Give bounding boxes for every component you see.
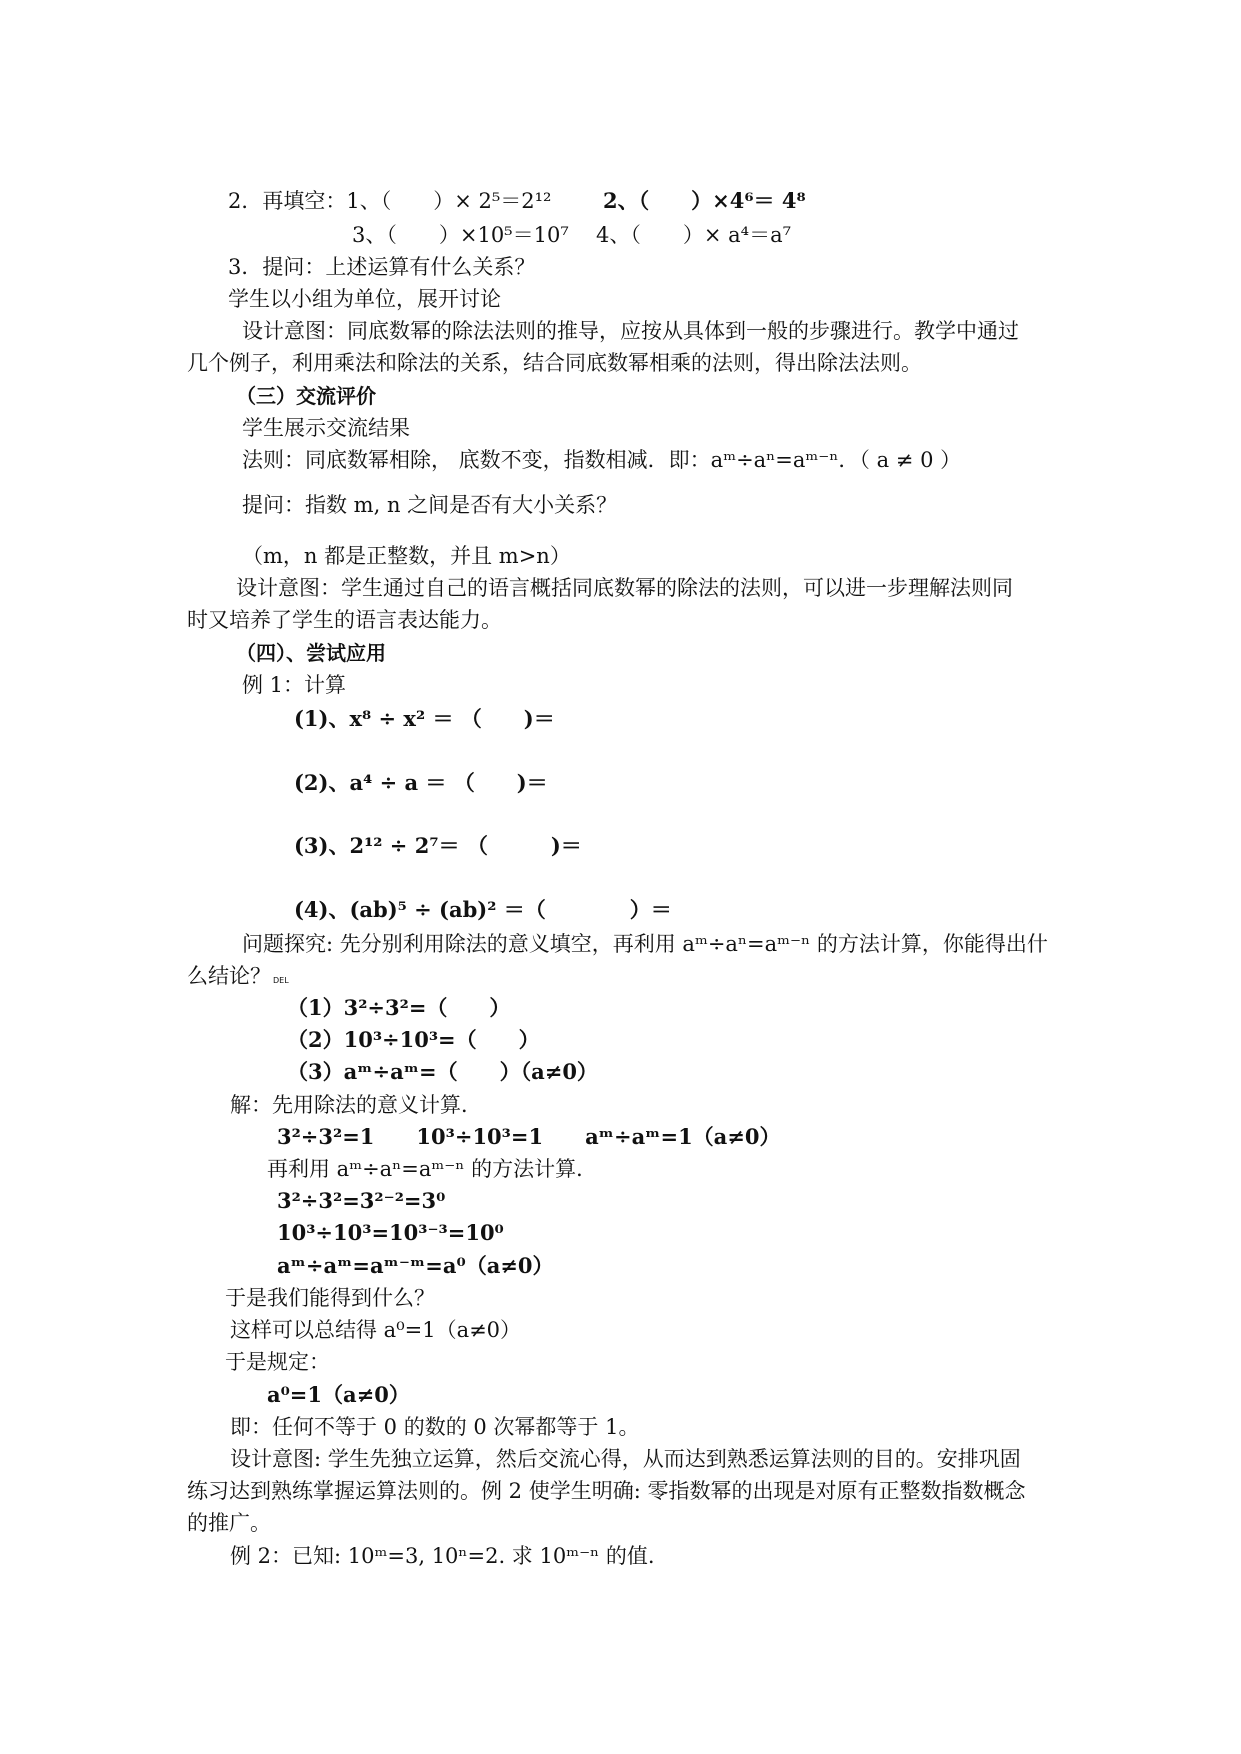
question-exponents: 提问：指数 m, n 之间是否有大小关系？	[242, 493, 618, 517]
example-1-item-1: (1)、x⁸ ÷ x² ＝ （ )＝	[294, 706, 555, 731]
design-intent-1-line-2: 几个例子，利用乘法和除法的关系，结合同底数幂相乘的法则，得出除法法则。	[187, 351, 922, 375]
design-intent-3-line-2: 练习达到熟练掌握运算法则的。例 2 使学生明确: 零指数幂的出现是对原有正整数指数概念	[187, 1479, 1026, 1503]
division-rule: 法则：同底数幂相除， 底数不变，指数相减．即：aᵐ÷aⁿ=aᵐ⁻ⁿ．（ a ≠ 0 ）	[242, 448, 962, 472]
explore-item-1: （1）3²÷3²=（ ）	[287, 995, 511, 1020]
group-discussion-text: 学生以小组为单位，展开讨论	[228, 287, 501, 311]
solution-line-1: 3²÷3²=1 10³÷10³=1 aᵐ÷aᵐ=1（a≠0）	[277, 1124, 781, 1149]
design-intent-2-line-2: 时又培养了学生的语言表达能力。	[187, 608, 502, 632]
solution-line-3: 3²÷3²=3²⁻²=3⁰	[277, 1188, 446, 1213]
problem-explore-text: 么结论？	[187, 964, 271, 988]
design-intent-1-line-1: 设计意图：同底数幂的除法法则的推导，应按从具体到一般的步骤进行。教学中通过	[242, 319, 1019, 343]
zero-exponent-explanation: 即：任何不等于 0 的数的 0 次幂都等于 1。	[230, 1415, 640, 1439]
design-intent-2-line-1: 设计意图：学生通过自己的语言概括同底数幂的除法的法则，可以进一步理解法则同	[236, 576, 1013, 600]
problem-explore-line-1: 问题探究: 先分别利用除法的意义填空，再利用 aᵐ÷aⁿ=aᵐ⁻ⁿ 的方法计算，你能得出什	[242, 932, 1048, 956]
solution-line-5: aᵐ÷aᵐ=aᵐ⁻ᵐ=a⁰（a≠0）	[277, 1253, 554, 1278]
rule-stipulation: 于是规定：	[225, 1350, 330, 1374]
zero-exponent-rule: a⁰=1（a≠0）	[267, 1382, 410, 1407]
summary-line: 这样可以总结得 a⁰=1（a≠0）	[230, 1318, 522, 1342]
example-1-item-3: (3)、2¹² ÷ 2⁷＝ （ )＝	[294, 833, 582, 858]
explore-item-2: （2）10³÷10³=（ ）	[287, 1027, 540, 1052]
students-present-text: 学生展示交流结果	[242, 416, 410, 440]
question-3: 3．提问：上述运算有什么关系？	[228, 255, 536, 279]
example-1-label: 例 1：计算	[242, 673, 347, 697]
solution-line-2: 再利用 aᵐ÷aⁿ=aᵐ⁻ⁿ 的方法计算．	[267, 1157, 598, 1181]
design-intent-3-line-3: 的推广。	[187, 1511, 271, 1535]
fill-blank-line-1a: 2．再填空：1、（ ）× 2⁵＝2¹²	[228, 189, 552, 213]
design-intent-3-line-1: 设计意图: 学生先独立运算，然后交流心得，从而达到熟悉运算法则的目的。安排巩固	[230, 1447, 1021, 1471]
fill-blank-line-2b: 4、（ ）× a⁴＝a⁷	[596, 223, 792, 247]
del-mark: DEL	[273, 976, 289, 985]
example-1-item-4: (4)、(ab)⁵ ÷ (ab)² ＝（ ）＝	[294, 897, 672, 922]
problem-explore-line-2	[187, 963, 289, 994]
exponent-condition: （m，n 都是正整数，并且 m>n）	[242, 544, 571, 568]
fill-blank-line-2a: 3、（ ）×10⁵＝10⁷	[352, 223, 569, 247]
solution-line-4: 10³÷10³=10³⁻³=10⁰	[277, 1220, 504, 1245]
solution-intro: 解：先用除法的意义计算．	[230, 1093, 482, 1117]
section-heading-4: （四）、尝试应用	[236, 641, 386, 665]
example-2: 例 2：已知: 10ᵐ=3, 10ⁿ=2. 求 10ᵐ⁻ⁿ 的值.	[230, 1544, 655, 1568]
explore-item-3: （3）aᵐ÷aᵐ=（ ）（a≠0）	[287, 1059, 598, 1084]
fill-blank-line-1b: 2、（ ）×4⁶＝ 4⁸	[603, 188, 806, 213]
example-1-item-2: (2)、a⁴ ÷ a ＝ （ )＝	[294, 770, 548, 795]
question-what-obtain: 于是我们能得到什么？	[225, 1286, 435, 1310]
section-heading-3: （三）交流评价	[236, 384, 376, 408]
